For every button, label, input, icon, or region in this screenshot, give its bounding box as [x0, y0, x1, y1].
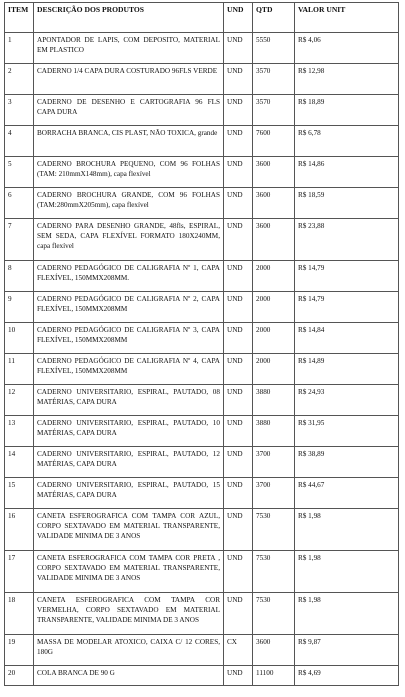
unit-cell: UND [224, 219, 253, 261]
item-cell: 13 [5, 416, 34, 447]
header-item: ITEM [5, 3, 34, 33]
unit-cell: UND [224, 292, 253, 323]
table-row [5, 509, 399, 551]
description-cell: CADERNO UNIVERSITARIO, ESPIRAL, PAUTADO, 08 MATÉRIAS, CAPA DURA [34, 385, 224, 416]
unit-cell: UND [224, 447, 253, 478]
unit-price-cell: R$ 14,86 [295, 157, 399, 188]
unit-price-cell: R$ 1,98 [295, 593, 399, 635]
description-cell: BORRACHA BRANCA, CIS PLAST, NÃO TOXICA, grande [34, 126, 224, 157]
quantity-cell: 3570 [253, 64, 295, 95]
item-cell: 19 [5, 635, 34, 666]
description-cell: MASSA DE MODELAR ATOXICO, CAIXA C/ 12 CORES, 180G [34, 635, 224, 666]
description-cell: CANETA ESFEROGRAFICA COM TAMPA COR AZUL, CORPO SEXTAVADO EM MATERIAL TRANSPARENTE, VALIDADE MINIMA DE 3 ANOS [34, 509, 224, 551]
quantity-cell: 3880 [253, 416, 295, 447]
quantity-cell: 7530 [253, 593, 295, 635]
unit-price-cell: R$ 31,95 [295, 416, 399, 447]
table-row [5, 219, 399, 261]
unit-price-cell: R$ 18,59 [295, 188, 399, 219]
unit-cell: UND [224, 64, 253, 95]
quantity-cell: 3600 [253, 219, 295, 261]
item-cell: 2 [5, 64, 34, 95]
table-header-row [5, 3, 399, 33]
quantity-cell: 3600 [253, 635, 295, 666]
quantity-cell: 7530 [253, 551, 295, 593]
header-unit-price: VALOR UNIT [295, 3, 399, 33]
unit-cell: UND [224, 188, 253, 219]
products-table [4, 2, 399, 686]
unit-price-cell: R$ 14,79 [295, 292, 399, 323]
table-row [5, 666, 399, 686]
quantity-cell: 7530 [253, 509, 295, 551]
unit-cell: UND [224, 593, 253, 635]
table-row [5, 593, 399, 635]
unit-price-cell: R$ 12,98 [295, 64, 399, 95]
table-row [5, 64, 399, 95]
item-cell: 15 [5, 478, 34, 509]
unit-price-cell: R$ 14,79 [295, 261, 399, 292]
unit-cell: UND [224, 354, 253, 385]
unit-cell: UND [224, 95, 253, 126]
table-row [5, 635, 399, 666]
quantity-cell: 7600 [253, 126, 295, 157]
unit-price-cell: R$ 38,89 [295, 447, 399, 478]
table-row [5, 95, 399, 126]
description-cell: CADERNO DE DESENHO E CARTOGRAFIA 96 FLS CAPA DURA [34, 95, 224, 126]
quantity-cell: 3600 [253, 188, 295, 219]
quantity-cell: 3700 [253, 478, 295, 509]
unit-cell: UND [224, 126, 253, 157]
unit-cell: UND [224, 33, 253, 64]
table-row [5, 292, 399, 323]
unit-price-cell: R$ 1,98 [295, 551, 399, 593]
item-cell: 9 [5, 292, 34, 323]
unit-price-cell: R$ 4,06 [295, 33, 399, 64]
quantity-cell: 3880 [253, 385, 295, 416]
item-cell: 20 [5, 666, 34, 686]
table-row [5, 157, 399, 188]
description-cell: CADERNO PEDAGÓGICO DE CALIGRAFIA Nº 3, CAPA FLEXÍVEL, 150MMX208MM [34, 323, 224, 354]
description-cell: CADERNO 1/4 CAPA DURA COSTURADO 96FLS VERDE [34, 64, 224, 95]
description-cell: CANETA ESFEROGRAFICA COM TAMPA COR PRETA , CORPO SEXTAVADO EM MATERIAL TRANSPARENTE, VALIDADE MINIMA DE 3 ANOS [34, 551, 224, 593]
quantity-cell: 3700 [253, 447, 295, 478]
header-unit: UND [224, 3, 253, 33]
unit-price-cell: R$ 14,89 [295, 354, 399, 385]
item-cell: 14 [5, 447, 34, 478]
item-cell: 1 [5, 33, 34, 64]
description-cell: CANETA ESFEROGRAFICA COM TAMPA COR VERMELHA, CORPO SEXTAVADO EM MATERIAL TRANSPARENTE, VALIDADE MINIMA DE 3 ANOS [34, 593, 224, 635]
unit-price-cell: R$ 1,98 [295, 509, 399, 551]
unit-cell: UND [224, 666, 253, 686]
item-cell: 16 [5, 509, 34, 551]
header-quantity: QTD [253, 3, 295, 33]
description-cell: CADERNO PEDAGÓGICO DE CALIGRAFIA Nº 1, CAPA FLEXÍVEL, 150MMX208MM. [34, 261, 224, 292]
item-cell: 12 [5, 385, 34, 416]
item-cell: 8 [5, 261, 34, 292]
quantity-cell: 2000 [253, 292, 295, 323]
quantity-cell: 2000 [253, 261, 295, 292]
unit-price-cell: R$ 9,87 [295, 635, 399, 666]
description-cell: CADERNO BROCHURA PEQUENO, COM 96 FOLHAS (TAM: 210mmX148mm), capa flexível [34, 157, 224, 188]
description-cell: CADERNO UNIVERSITARIO, ESPIRAL, PAUTADO, 12 MATÉRIAS, CAPA DURA [34, 447, 224, 478]
unit-price-cell: R$ 4,69 [295, 666, 399, 686]
description-cell: CADERNO BROCHURA GRANDE, COM 96 FOLHAS (TAM:280mmX205mm), capa flexível [34, 188, 224, 219]
item-cell: 11 [5, 354, 34, 385]
item-cell: 10 [5, 323, 34, 354]
quantity-cell: 11100 [253, 666, 295, 686]
description-cell: COLA BRANCA DE 90 G [34, 666, 224, 686]
unit-cell: UND [224, 323, 253, 354]
item-cell: 6 [5, 188, 34, 219]
item-cell: 7 [5, 219, 34, 261]
product-price-document [4, 2, 399, 686]
item-cell: 18 [5, 593, 34, 635]
table-row [5, 188, 399, 219]
quantity-cell: 3570 [253, 95, 295, 126]
table-row [5, 126, 399, 157]
description-cell: APONTADOR DE LAPIS, COM DEPOSITO, MATERIAL EM PLASTICO [34, 33, 224, 64]
table-row [5, 323, 399, 354]
table-row [5, 33, 399, 64]
description-cell: CADERNO PEDAGÓGICO DE CALIGRAFIA Nº 4, CAPA FLEXÍVEL, 150MMX208MM [34, 354, 224, 385]
item-cell: 4 [5, 126, 34, 157]
table-row [5, 416, 399, 447]
table-row [5, 354, 399, 385]
item-cell: 5 [5, 157, 34, 188]
item-cell: 17 [5, 551, 34, 593]
unit-cell: UND [224, 551, 253, 593]
header-description: DESCRIÇÃO DOS PRODUTOS [34, 3, 224, 33]
description-cell: CADERNO PEDAGÓGICO DE CALIGRAFIA Nº 2, CAPA FLEXÍVEL, 150MMX208MM [34, 292, 224, 323]
unit-price-cell: R$ 6,78 [295, 126, 399, 157]
table-row [5, 385, 399, 416]
description-cell: CADERNO UNIVERSITARIO, ESPIRAL, PAUTADO, 15 MATÉRIAS, CAPA DURA [34, 478, 224, 509]
unit-cell: UND [224, 416, 253, 447]
table-row [5, 551, 399, 593]
unit-price-cell: R$ 14,84 [295, 323, 399, 354]
unit-cell: UND [224, 157, 253, 188]
quantity-cell: 2000 [253, 354, 295, 385]
quantity-cell: 5550 [253, 33, 295, 64]
unit-cell: UND [224, 478, 253, 509]
unit-cell: UND [224, 385, 253, 416]
item-cell: 3 [5, 95, 34, 126]
unit-price-cell: R$ 24,93 [295, 385, 399, 416]
unit-price-cell: R$ 44,67 [295, 478, 399, 509]
unit-cell: UND [224, 509, 253, 551]
table-row [5, 478, 399, 509]
quantity-cell: 2000 [253, 323, 295, 354]
unit-cell: CX [224, 635, 253, 666]
quantity-cell: 3600 [253, 157, 295, 188]
description-cell: CADERNO UNIVERSITARIO, ESPIRAL, PAUTADO, 10 MATÉRIAS, CAPA DURA [34, 416, 224, 447]
table-body [5, 33, 399, 686]
table-row [5, 447, 399, 478]
unit-cell: UND [224, 261, 253, 292]
description-cell: CADERNO PARA DESENHO GRANDE, 48fls, ESPIRAL, SEM SEDA, CAPA FLEXÍVEL FORMATO 180X240MM, capa flexível [34, 219, 224, 261]
unit-price-cell: R$ 18,89 [295, 95, 399, 126]
table-row [5, 261, 399, 292]
unit-price-cell: R$ 23,88 [295, 219, 399, 261]
